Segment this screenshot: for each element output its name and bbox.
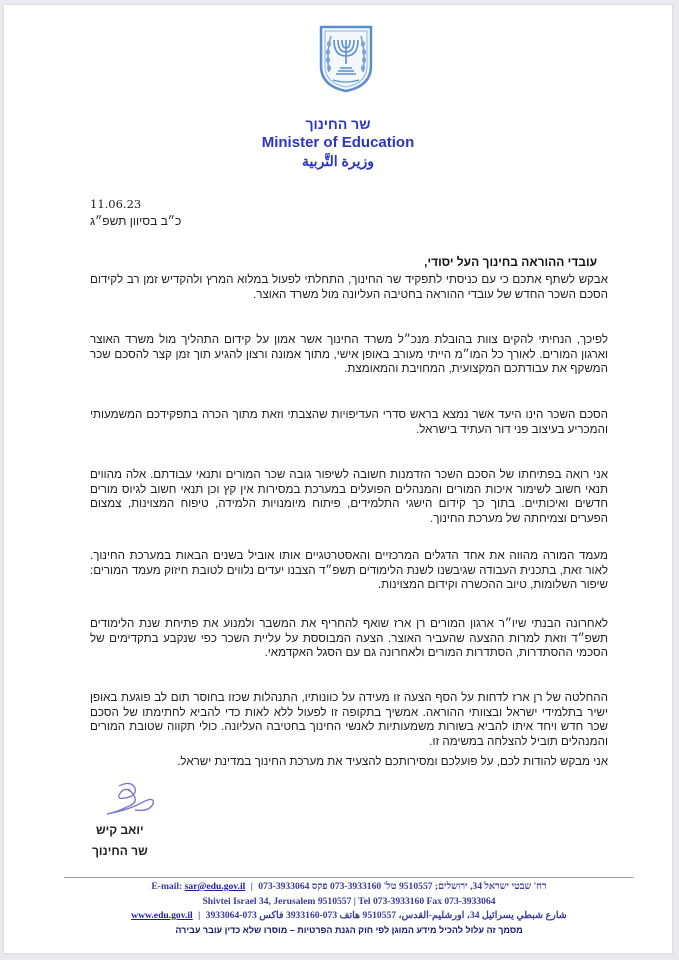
letter-paragraph: לפיכך, הנחיתי להקים צוות בהובלת מנכ״ל משרד החינוך אשר אמון על קידום התהליך מול משרד האוצר וארגון המורים. לאורך כל המו״מ הייתי מעורב באופן אישי, מתוך אמונה ורצון להגיע תוך זמן קצר להסכם שכר המשקף את עבודתכם המקצועית, המחויבת והמאומצת. bbox=[90, 333, 608, 376]
letter-paragraph: לאחרונה הבנתי שיו״ר ארגון המורים רן ארז שואף להחריף את המשבר ולמנוע את פתיחת שנת הלימודים תשפ״ד וזאת למרות ההצעה שהעביר האוצר. הצעה המבוססת על עליית השכר כפי שנקבע בתקדימים של הסכמי ההסתדרות, הסתדרות המורים ולאחרונה גם עם הסגל האקדמאי. bbox=[90, 617, 608, 660]
signer-name: יואב קיש bbox=[96, 823, 144, 837]
signer-title: שר החינוך bbox=[92, 844, 148, 858]
letter-paragraph: הסכם השכר הינו היעד אשר נמצא בראש סדרי העדיפויות שהצבתי וזאת מתוך הכרה בתפקידכם המשמעותי והמכריע בעיצוב פני דור העתיד בישראל. bbox=[90, 408, 608, 436]
footer-address-english: Shivtei Israel 34, Jerusalem 9510557 | Tel 073-3933160 Fax 073-3933064 bbox=[202, 896, 496, 907]
letter-greeting: עובדי ההוראה בחינוך העל יסודי, bbox=[424, 255, 597, 269]
letter-paragraph: מעמד המורה מהווה את אחד הדגלים המרכזיים והאסטרטגיים אותו אוביל בשנים הבאות במערכת החינוך. לאור זאת, בתכנית העבודה שגיבשנו לשנת הלימודים תשפ״ד הצבנו יעדים נלווים לטובת חיזוק מעמד המורים: שיפור השלומות, טיוב ההכשרה וקידום המצוינות. bbox=[90, 549, 608, 592]
handwritten-signature bbox=[99, 780, 159, 818]
hebrew-date: כ״ב בסיוון תשפ״ג bbox=[90, 214, 182, 228]
footer-email-label: E-mail: bbox=[151, 881, 183, 892]
letter-paragraph: ההחלטה של רן ארז לדחות על הסף הצעה זו מעידה על כוונותיו, התנהלות שכזו בחוסר תום לב פוגעת באופן ישיר בתלמידי ישראל ובצוותי ההוראה. אמשיך בתקופה זו לפעול ללא לאות כדי להביא לחתימתו של הסכם שכר חדש ויחד איתו להביא בשורות משמעותיות לאנשי החינוך בחטיבה העליונה. כולי תקווה שטובת המורים והמנהלים תוביל להצלחה במשימה זו. bbox=[90, 691, 608, 748]
letter-paragraph: אבקש לשתף אתכם כי עם כניסתי לתפקיד שר החינוך, התחלתי לפעול במלוא המרץ ולהקדיש זמן רב לקידום הסכם השכר החדש של עובדי ההוראה בחטיבה העליונה מול משרד האוצר. bbox=[90, 273, 608, 301]
footer-contact-arabic: www.edu.gov.il | شارع شبطي يسرائيل 34، اورشليم-القدس، 9510557 هاتف 073-3933160 فاكس 073-3933064 bbox=[131, 910, 567, 921]
menorah-emblem-icon bbox=[318, 24, 374, 94]
letter-paragraph: אני רואה בפתיחתו של הסכם השכר הזדמנות חשובה לשיפור גובה שכר המורים ותנאי עבודתם. אלה מהווים תנאי חשוב לשימור איכות המורים והמנהלים הפועלים במערכת במסירות אין קץ וכן תנאי חשוב לגיוס מורים חדשים ואיכותיים. בתוך כך קידום הישגי התלמידים, פיתוח מיומנויות הלמידה, טיפוח המצוינות, צמצום הפערים וצמיחתה של מערכת החינוך. bbox=[90, 468, 608, 525]
footer-email-link[interactable]: sar@edu.gov.il bbox=[184, 881, 246, 892]
footer-contact-hebrew: E-mail: sar@edu.gov.il | רח' שבטי ישראל 34, ירושלים; 9510557 טל' 073-3933160 פקס 073-3933064 bbox=[151, 881, 547, 892]
header-title-hebrew: שר החינוך bbox=[305, 116, 371, 132]
footer-address-hebrew: רח' שבטי ישראל 34, ירושלים; 9510557 טל' 073-3933160 פקס 073-3933064 bbox=[258, 881, 547, 892]
header-title-arabic: وزيرة التَّربية bbox=[301, 153, 375, 169]
header-title-english: Minister of Education bbox=[261, 134, 415, 151]
letter-page bbox=[4, 5, 672, 953]
footer-website-link[interactable]: www.edu.gov.il bbox=[131, 910, 193, 921]
footer-divider bbox=[64, 877, 634, 878]
state-emblem bbox=[318, 24, 374, 94]
letter-closing: אני מבקש להודות לכם, על פועלכם ומסירותכם להצעיד את מערכת החינוך במדינת ישראל. bbox=[177, 755, 608, 768]
gregorian-date: 11.06.23 bbox=[90, 197, 142, 211]
footer-privacy-notice: מסמך זה עלול להכיל מידע המוגן לפי חוק הגנת הפרטיות – מוסרו שלא כדין עובר עבירה bbox=[175, 925, 523, 935]
footer-address-arabic: شارع شبطي يسرائيل 34، اورشليم-القدس، 9510557 هاتف 073-3933160 فاكس 073-3933064 bbox=[205, 910, 567, 921]
